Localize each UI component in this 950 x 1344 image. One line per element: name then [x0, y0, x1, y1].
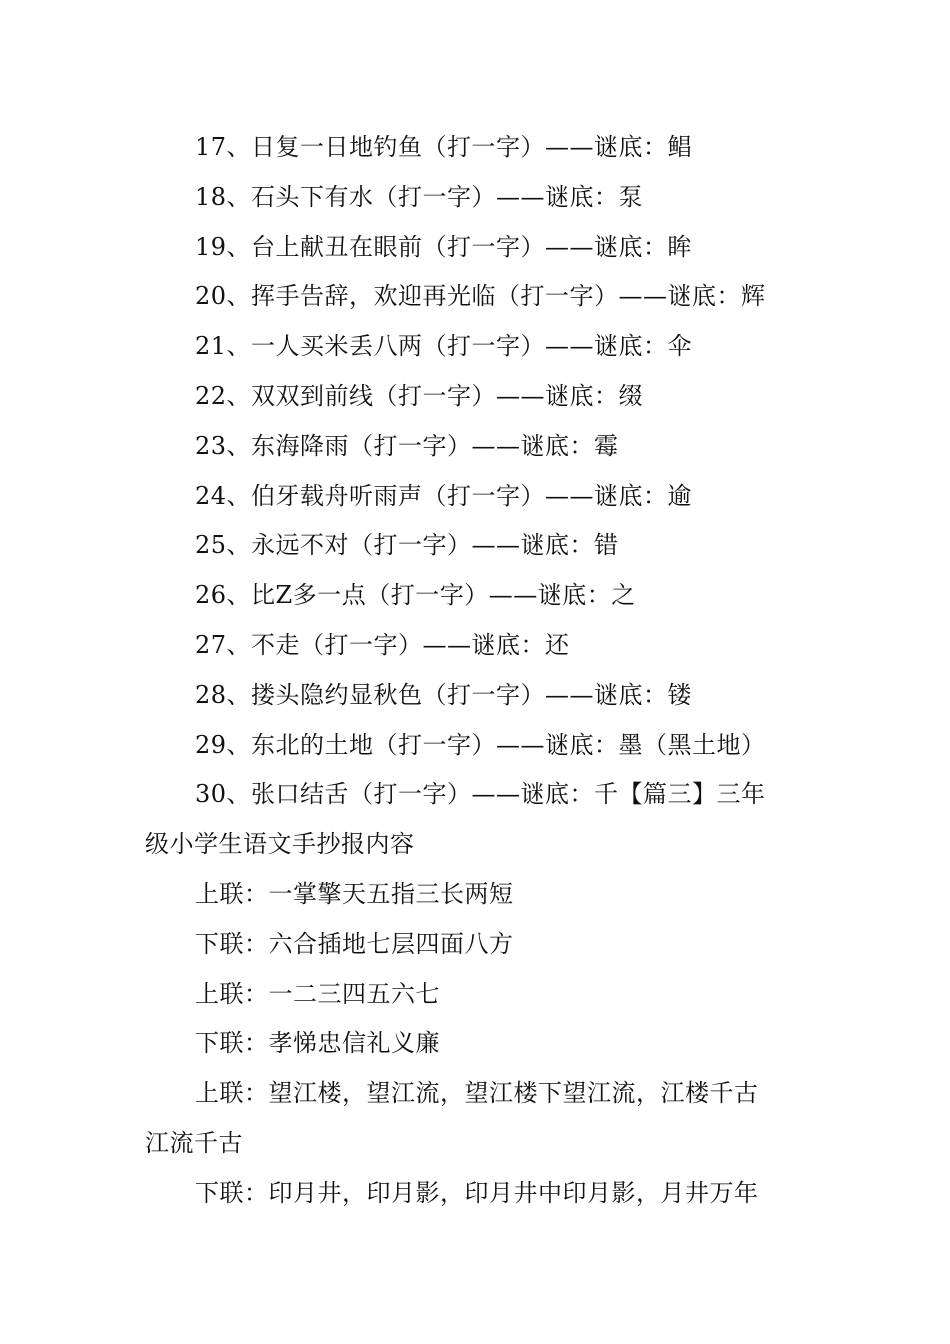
text-line: 下联：孝悌忠信礼义廉	[195, 1029, 440, 1058]
text-line: 20、挥手告辞，欢迎再光临（打一字）——谜底：辉	[195, 282, 766, 311]
text-line: 18、石头下有水（打一字）——谜底：泵	[195, 182, 644, 211]
text-line: 25、永远不对（打一字）——谜底：错	[195, 531, 619, 560]
text-line: 30、张口结舌（打一字）——谜底：千【篇三】三年	[195, 780, 766, 809]
document-body	[145, 123, 810, 1219]
text-line: 27、不走（打一字）——谜底：还	[195, 630, 570, 659]
text-line: 21、一人买米丢八两（打一字）——谜底：伞	[195, 332, 693, 361]
text-line: 17、日复一日地钓鱼（打一字）——谜底：鲳	[195, 133, 693, 161]
text-line: 下联：六合插地七层四面八方	[195, 929, 514, 958]
text-line: 26、比Z多一点（打一字）——谜底：之	[195, 581, 636, 610]
text-line: 22、双双到前线（打一字）——谜底：缀	[195, 381, 644, 410]
text-line: 上联：一掌擎天五指三长两短	[195, 879, 514, 908]
text-line: 28、搂头隐约显秋色（打一字）——谜底：镂	[195, 680, 693, 709]
text-line: 19、台上献丑在眼前（打一字）——谜底：眸	[195, 232, 693, 261]
text-line: 23、东海降雨（打一字）——谜底：霉	[195, 431, 619, 460]
text-line: 29、东北的土地（打一字）——谜底：墨（黑土地）	[195, 730, 766, 759]
text-line: 江流千古	[145, 1128, 243, 1157]
text-line: 下联：印月井，印月影，印月井中印月影，月井万年	[195, 1178, 759, 1207]
text-line: 级小学生语文手抄报内容	[145, 830, 415, 859]
text-line: 24、伯牙载舟听雨声（打一字）——谜底：逾	[195, 481, 693, 510]
text-line: 上联：望江楼，望江流，望江楼下望江流，江楼千古	[195, 1079, 759, 1108]
text-line: 上联：一二三四五六七	[195, 979, 440, 1008]
